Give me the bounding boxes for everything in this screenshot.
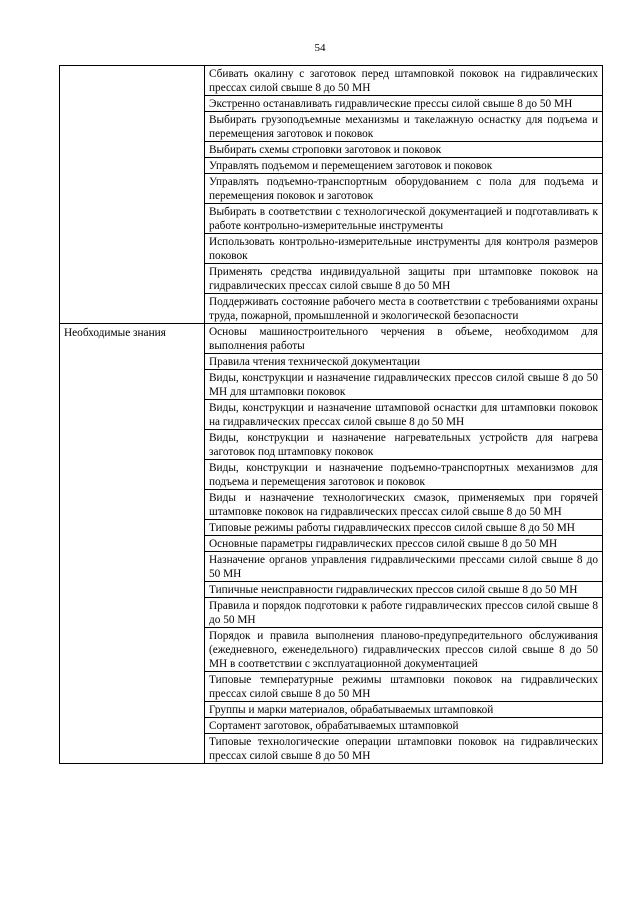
requirements-table <box>59 65 603 764</box>
knowledge-item: Виды, конструкции и назначение нагревательных устройств для нагрева заготовок под штамповку поковок <box>205 430 603 460</box>
knowledge-item: Порядок и правила выполнения планово-предупредительного обслуживания (ежедневного, еженедельного) гидравлических прессов силой свыше 8 до 50 МН в соответствии с эксплуатационной документацией <box>205 628 603 672</box>
skill-item: Выбирать схемы строповки заготовок и поковок <box>205 142 603 158</box>
knowledge-item: Правила чтения технической документации <box>205 354 603 370</box>
skill-item: Выбирать в соответствии с технологической документацией и подготавливать к работе контрольно-измерительные инструменты <box>205 204 603 234</box>
skill-item: Управлять подъемно-транспортным оборудованием с пола для подъема и перемещения поковок и заготовок <box>205 174 603 204</box>
knowledge-item: Виды, конструкции и назначение штамповой оснастки для штамповки поковок на гидравлических прессах силой свыше 8 до 50 МН <box>205 400 603 430</box>
knowledge-item: Типовые режимы работы гидравлических прессов силой свыше 8 до 50 МН <box>205 520 603 536</box>
knowledge-item: Типичные неисправности гидравлических прессов силой свыше 8 до 50 МН <box>205 582 603 598</box>
table-row <box>60 66 603 96</box>
skill-item: Выбирать грузоподъемные механизмы и такелажную оснастку для подъема и перемещения заготовок и поковок <box>205 112 603 142</box>
table-row <box>60 324 603 354</box>
knowledge-item: Основы машиностроительного черчения в объеме, необходимом для выполнения работы <box>205 324 603 354</box>
page-number: 54 <box>314 42 326 54</box>
skill-item: Применять средства индивидуальной защиты при штамповке поковок на гидравлических прессах силой свыше 8 до 50 МН <box>205 264 603 294</box>
knowledge-item: Типовые температурные режимы штамповки поковок на гидравлических прессах силой свыше 8 до 50 МН <box>205 672 603 702</box>
skill-item: Сбивать окалину с заготовок перед штамповкой поковок на гидравлических прессах силой свыше 8 до 50 МН <box>205 66 603 96</box>
knowledge-item: Виды, конструкции и назначение подъемно-транспортных механизмов для подъема и перемещения заготовок и поковок <box>205 460 603 490</box>
knowledge-item: Виды и назначение технологических смазок, применяемых при горячей штамповке поковок на гидравлических прессах силой свыше 8 до 50 МН <box>205 490 603 520</box>
skill-item: Использовать контрольно-измерительные инструменты для контроля размеров поковок <box>205 234 603 264</box>
knowledge-item: Типовые технологические операции штамповки поковок на гидравлических прессах силой свыше 8 до 50 МН <box>205 734 603 764</box>
knowledge-item: Правила и порядок подготовки к работе гидравлических прессов силой свыше 8 до 50 МН <box>205 598 603 628</box>
knowledge-item: Группы и марки материалов, обрабатываемых штамповкой <box>205 702 603 718</box>
skill-item: Управлять подъемом и перемещением заготовок и поковок <box>205 158 603 174</box>
knowledge-item: Назначение органов управления гидравлическими прессами силой свыше 8 до 50 МН <box>205 552 603 582</box>
skill-item: Поддерживать состояние рабочего места в соответствии с требованиями охраны труда, пожарной, промышленной и экологической безопасности <box>205 294 603 324</box>
knowledge-item: Основные параметры гидравлических прессов силой свыше 8 до 50 МН <box>205 536 603 552</box>
knowledge-item: Сортамент заготовок, обрабатываемых штамповкой <box>205 718 603 734</box>
knowledge-item: Виды, конструкции и назначение гидравлических прессов силой свыше 8 до 50 МН для штамповки поковок <box>205 370 603 400</box>
skills-label-cell <box>60 66 205 324</box>
knowledge-label-cell: Необходимые знания <box>60 324 205 764</box>
skill-item: Экстренно останавливать гидравлические прессы силой свыше 8 до 50 МН <box>205 96 603 112</box>
